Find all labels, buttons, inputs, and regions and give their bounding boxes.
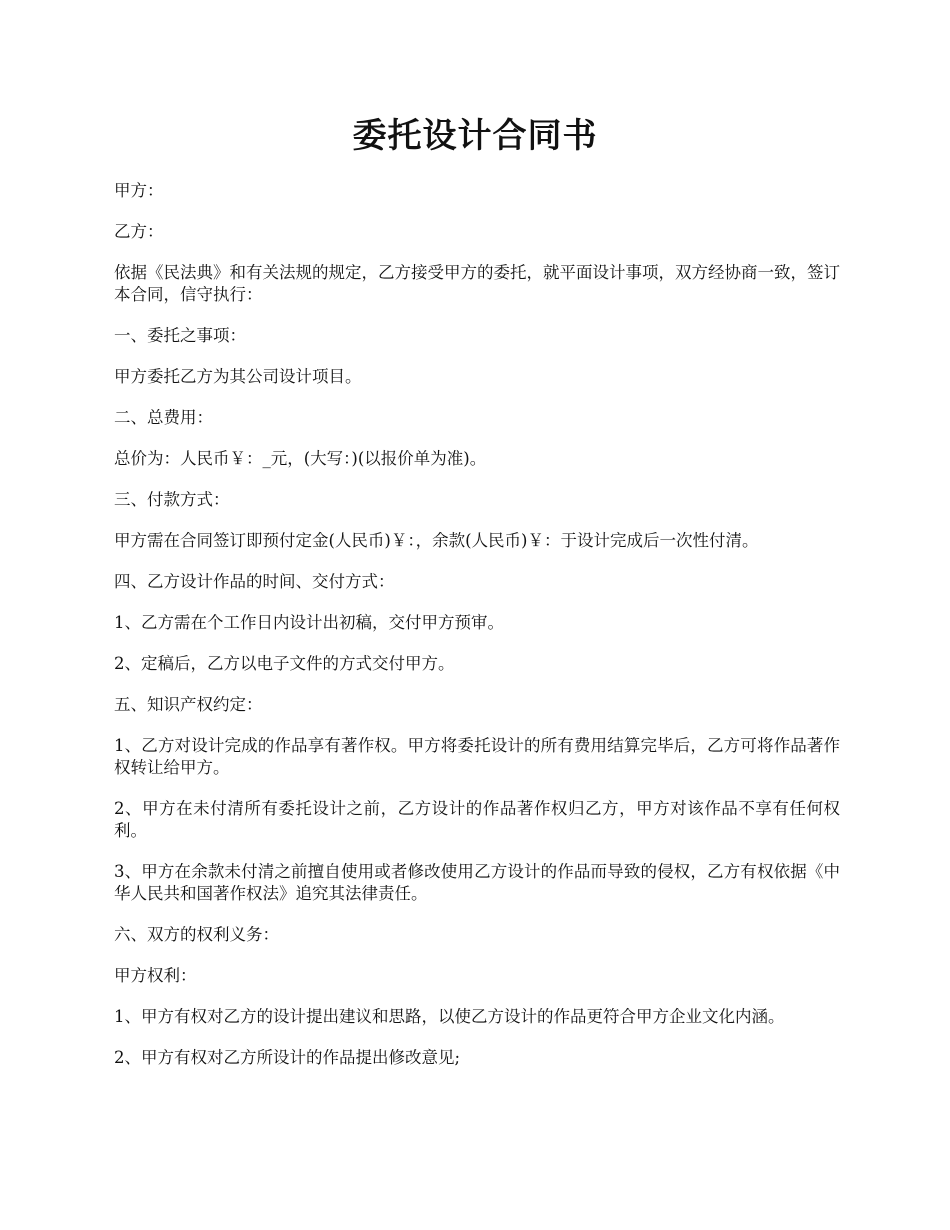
paragraph: 甲方需在合同签订即预付定金(人民币)￥：，余款(人民币)￥：于设计完成后一次性付清。	[114, 531, 759, 550]
document-title: 委托设计合同书	[352, 116, 598, 156]
section-heading-4: 四、乙方设计作品的时间、交付方式：	[114, 572, 395, 591]
document-body	[114, 180, 840, 1088]
paragraph-party-b: 乙方：	[114, 222, 164, 241]
paragraph: 3、甲方在余款未付清之前擅自使用或者修改使用乙方设计的作品而导致的侵权，乙方有权依据《中华人民共和国著作权法》追究其法律责任。	[114, 862, 840, 903]
paragraph: 1、乙方对设计完成的作品享有著作权。甲方将委托设计的所有费用结算完毕后，乙方可将作品著作权转让给甲方。	[114, 736, 840, 777]
section-heading-6: 六、双方的权利义务：	[114, 925, 279, 944]
paragraph: 2、甲方在未付清所有委托设计之前，乙方设计的作品著作权归乙方，甲方对该作品不享有任何权利。	[114, 799, 840, 840]
paragraph: 1、甲方有权对乙方的设计提出建议和思路，以使乙方设计的作品更符合甲方企业文化内涵。	[114, 1007, 785, 1026]
subheading-party-a-rights: 甲方权利：	[114, 966, 197, 985]
paragraph-preamble: 依据《民法典》和有关法规的规定，乙方接受甲方的委托，就平面设计事项，双方经协商一致，签订本合同，信守执行：	[114, 263, 840, 304]
paragraph-party-a: 甲方：	[114, 181, 164, 200]
section-heading-5: 五、知识产权约定：	[114, 695, 263, 714]
paragraph: 1、乙方需在个工作日内设计出初稿，交付甲方预审。	[114, 613, 504, 632]
section-heading-2: 二、总费用：	[114, 408, 213, 427]
paragraph: 甲方委托乙方为其公司设计项目。	[114, 367, 362, 386]
section-heading-3: 三、付款方式：	[114, 490, 230, 509]
paragraph: 2、定稿后，乙方以电子文件的方式交付甲方。	[114, 654, 455, 673]
paragraph: 总价为：人民币￥：_元，(大写：)(以报价单为准)。	[114, 449, 487, 468]
paragraph: 2、甲方有权对乙方所设计的作品提出修改意见;	[114, 1048, 461, 1067]
section-heading-1: 一、委托之事项：	[114, 326, 246, 345]
